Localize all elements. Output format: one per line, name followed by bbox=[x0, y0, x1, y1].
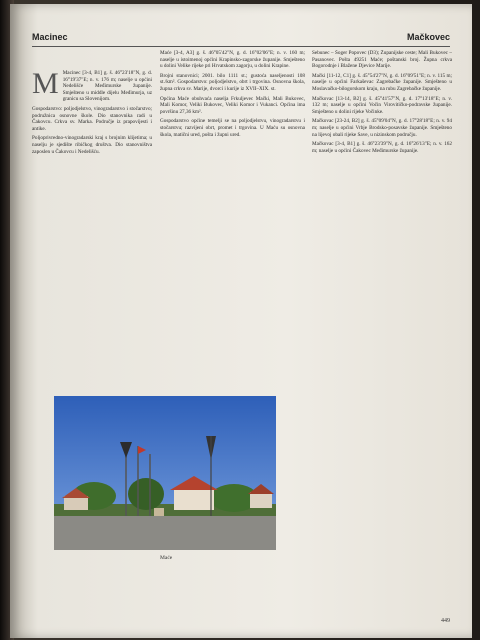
paragraph: Gospodarstvo općine temelji se na poljodjelstvu, vinogradarstvu i stočarstvu; razvijeni obrt, promet i trgovina. U Maću su osnovna škola, matični ured, pošta i župni ured. bbox=[160, 118, 305, 138]
header-rule bbox=[32, 46, 450, 47]
paragraph: Sebunec – Šoger Popovec (D3); Županijske ceste; Mali Bukovec – Pasanovec. Pošta 49251 Maće; poštanski broj. Župna crkva Bogorodnje i Blažene Djevice Marije. bbox=[312, 50, 452, 70]
paragraph: Poljoprivredno-vinogradarski kraj s brojnim klijetima; u naselju je sjedište ribičkog društva. Dio stanovništva zaposlen u Čakovcu i Nedelišću. bbox=[32, 135, 152, 155]
running-header-left: Macinec bbox=[32, 32, 68, 42]
paragraph: Mački [11-12, C1] g. š. 45°54'27"N, g. d. 16°09'51"E; n. v. 115 m; naselje u općini Farkaševac Zagrebačke županije. Smješteno u Moslavačko-bilogorskom kraju, na rubu Zagrebačke županije. bbox=[312, 72, 452, 92]
drop-cap: M bbox=[32, 70, 59, 100]
book-page bbox=[10, 4, 472, 638]
paragraph: Mačkovac [23-24, B2] g. š. 45°09'04"N, g. d. 17°28'18"E; n. v. 94 m; naselje u općini Vrbje Brodsko-posavske županije. Smješteno na lijevoj obali rijeke Save, u nizinskom području. bbox=[312, 118, 452, 138]
paragraph: Mačkovac [3-4, B1] g. š. 46°23'39"N, g. d. 16°26'13"E; n. v. 162 m; naselje u općini Čakovec Međimurske županije. bbox=[312, 141, 452, 154]
text-column-1 bbox=[32, 70, 152, 392]
village-photo bbox=[54, 396, 276, 550]
village-photo-illustration bbox=[54, 396, 276, 550]
paragraph: Maće [3-4, A3] g. š. 46°05'42"N, g. d. 16°02'06"E; n. v. 160 m; naselje u istoimenoj općini Krapinsko-zagorske županije. Smješteno u dolini Velike rijeke pri Hrvatskom zagorju, u dolini Krapine. bbox=[160, 50, 305, 70]
photo-caption: Maće bbox=[160, 555, 173, 561]
paragraph: Macinec [3-4, B1] g. š. 46°23'18"N, g. d. 16°19'37"E; n. v. 176 m; naselje u općini Nedelišće Međimurske županije. Smješteno u middle dijelu Međimurja, uz granicu sa Slovenijom. bbox=[62, 70, 152, 103]
paragraph: Općina Maće obuhvaća naselja Frkuljevec Mački, Mali Bukovec, Mali Komor, Veliki Bukovec, Veliki Komor i Vukanci. Općina ima površinu 27,36 km². bbox=[160, 95, 305, 115]
running-header-right: Mačkovec bbox=[406, 32, 450, 42]
paragraph: Gospodarstvo: poljodjelstvo, vinogradarstvo i stočarstvo; podružnica osnovne škole. Dio stanovnika radi u Čakovcu. Crkva sv. Marka. Područje iz prapovijesti i antike. bbox=[32, 105, 152, 132]
paragraph: Mačkovac [13-14, B2] g. š. 45°41'57"N, g. d. 17°13'18"E; n. v. 132 m; naselje u općini Vočin Virovitičko-podravske županije. Smješteno u dolini rijeke Vočinke. bbox=[312, 95, 452, 115]
page-number: 449 bbox=[441, 618, 450, 624]
paragraph: Brojni stanovnici; 2001. bilo 1111 st.; gustoća naseljenosti 108 st./km². Gospodarstvo: poljodjelstvo, obrt i trgovina. Osnovna škola, župna crkva sv. Marije, dvorci i kurije iz XVII–XIX. st. bbox=[160, 72, 305, 92]
text-column-3 bbox=[312, 50, 452, 630]
